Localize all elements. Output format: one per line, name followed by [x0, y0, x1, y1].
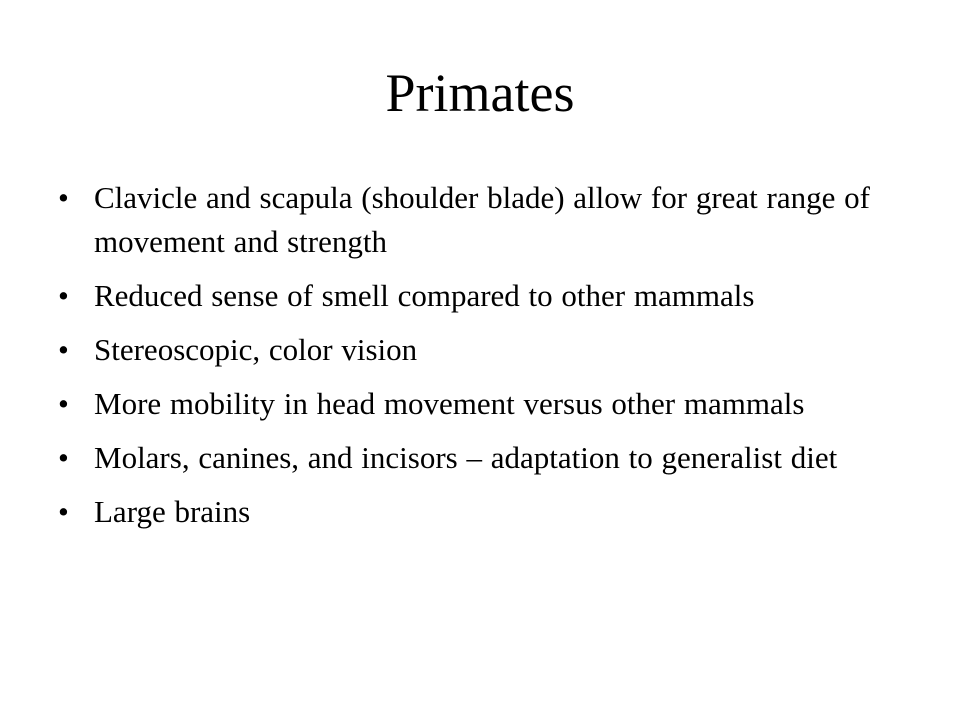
bullet-icon: •: [58, 440, 69, 475]
slide-title: Primates: [385, 63, 575, 123]
list-item: [58, 490, 888, 534]
list-item: [58, 274, 888, 318]
bullet-text: Reduced sense of smell compared to other mammals: [94, 278, 755, 313]
bullet-icon: •: [58, 180, 69, 215]
bullet-icon: •: [58, 386, 69, 421]
list-item: [58, 176, 888, 264]
list-item: [58, 328, 888, 372]
bullet-text: Molars, canines, and incisors – adaptation to generalist diet: [94, 440, 838, 475]
bullet-icon: •: [58, 278, 69, 313]
bullet-text: Clavicle and scapula (shoulder blade) allow for great range of movement and strength: [94, 180, 870, 259]
bullet-text: More mobility in head movement versus other mammals: [94, 386, 805, 421]
bullet-list: [58, 176, 888, 544]
bullet-icon: •: [58, 494, 69, 529]
bullet-text: Large brains: [94, 494, 251, 529]
bullet-icon: •: [58, 332, 69, 367]
list-item: [58, 436, 888, 480]
list-item: [58, 382, 888, 426]
bullet-text: Stereoscopic, color vision: [94, 332, 418, 367]
